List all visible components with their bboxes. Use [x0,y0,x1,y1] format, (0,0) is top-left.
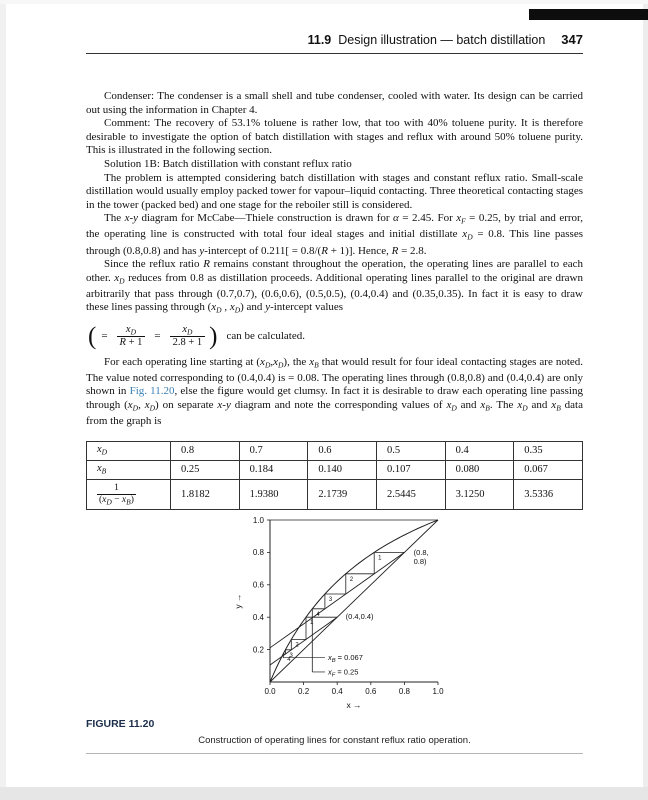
paragraphs-before [86,90,583,318]
y-tick-label: 0.4 [252,612,264,622]
text-segment: x [127,398,133,411]
table-cell: 0.107 [376,460,445,479]
fraction-numerator [114,483,119,494]
text-segment: x [102,494,107,505]
y-tick-label: 0.6 [252,580,264,590]
step-number: 4 [286,656,291,663]
page-edge-bottom [0,787,648,800]
text-segment: The [104,212,125,225]
fraction-label [97,483,136,507]
text-segment: D [451,403,457,413]
text-segment: x [517,398,523,411]
text-segment: and [527,398,552,411]
text-segment: reduces from 0.8 as distillation proceeds. Additional operating lines parallel to the original are drawn arbitrarily that pass through (0.7,0.7), (0.6,0.6), (0.5,0.5), (0.4,0.4) and (0.35,0.35). In fact it is easy to draw these lines passing through ( [86,271,583,314]
figure [86,512,583,712]
text-segment: x [462,228,468,241]
paragraph [86,172,583,213]
text-segment: , [138,398,145,411]
table-cell: 3.5336 [514,479,583,509]
text-segment: D [106,497,112,507]
page-content [86,0,583,754]
text-segment: x [456,212,462,225]
mccabe-thiele-chart [210,512,460,712]
table-body [87,441,583,509]
var-x: x [125,323,131,335]
text-segment: y [199,244,205,257]
figure-link[interactable]: Fig. 11.20 [129,385,175,398]
text-segment: R [391,244,399,257]
text-segment: + 1)]. Hence, [327,244,392,257]
text-segment: D [467,232,473,242]
text-segment: y [265,301,271,314]
text-segment: remains constant throughout the operation, the operating lines are parallel to each other. [86,258,583,284]
step-number: 3 [288,652,293,659]
text-segment: x [229,301,235,314]
row-label [87,441,171,460]
table-cell: 2.1739 [308,479,377,509]
equation-line [88,324,583,350]
operating-line [270,552,404,647]
annotation: (0.8, [413,547,429,557]
text-segment: x [446,398,452,411]
text-segment: B [485,403,490,413]
text-segment: x [260,355,265,368]
text-segment: D [278,360,284,370]
fraction-numerator [123,324,139,337]
text-segment: and [456,398,481,411]
table-row [87,441,583,460]
paragraph [86,212,583,258]
figure-caption-block [86,718,583,754]
x-tick-label: 0.6 [364,686,376,696]
step-number: 4 [315,611,320,618]
text-segment: D [149,403,156,413]
x-tick-label: 0.0 [263,686,276,696]
text-segment: x [309,355,315,368]
text-segment: B [556,403,561,413]
section-title: Design illustration — batch distillation [338,33,546,47]
text-segment: 1 [114,482,119,493]
text-segment: . The [489,398,518,411]
table-cell: 3.1250 [445,479,514,509]
text-segment: D [101,447,108,457]
text-segment: x [97,444,102,456]
x-tick-label: 0.4 [331,686,343,696]
paragraph [86,90,583,117]
step-number: 3 [328,596,332,603]
text-segment: = 2.45. For [398,212,457,225]
step-number: 2 [349,576,353,583]
text-segment: D [264,360,271,370]
table-cell: 0.4 [445,441,514,460]
chapter-corner-bar [529,9,648,20]
text-segment: , else the figure would get clumsy. In fact it is desirable to draw each operating line passing through ( [86,385,583,411]
text-segment: diagram and note the corresponding values of [230,398,447,411]
step-number: 1 [309,619,313,626]
fraction-denominator [117,336,146,350]
paragraph [86,158,583,172]
text-segment: data from the graph is [86,398,583,428]
text-segment: x [97,463,102,475]
fraction-xd-over-28 [170,324,206,350]
section-number: 11.9 [307,33,332,47]
text-segment: x-y [217,398,231,411]
sub-d: D [130,327,137,336]
paragraph [86,258,583,317]
table-cell: 0.35 [514,441,583,460]
table-cell: 0.8 [171,441,240,460]
text-segment: , [270,355,274,368]
text-segment: R [203,258,210,271]
text-segment: Solution 1B: Batch distillation with constant reflux ratio [104,157,352,170]
text-segment: ) [130,494,134,505]
text-segment: -intercept of 0.211[ = 0.8/( [204,244,322,257]
table-row [87,479,583,509]
page-header [86,0,583,54]
annotation: (0.4,0.4) [345,611,374,621]
table-cell: 0.067 [514,460,583,479]
text-segment: x [211,301,217,314]
paragraph [86,356,583,429]
x-tick-label: 0.2 [297,686,309,696]
figure-caption: Construction of operating lines for constant reflux ratio operation. [86,735,583,754]
text-segment: B [314,360,319,370]
figure-label: FIGURE 11.20 [86,717,155,730]
table-cell: 1.8182 [171,479,240,509]
text-segment: x [144,398,150,411]
den-rest: + 1 [125,337,143,349]
fraction-denominator [97,494,136,507]
text-segment: − [111,494,122,505]
text-segment: The problem is attempted considering batch distillation with stages and constant reflux ratio. Small-scale distillation would usually employ packed tower for vapour–liquid contacting. Three theoretical contacting stages in the tower (packed bed) and one stage for the reboiler still is considered. [86,171,583,211]
fraction-xd-over-r [117,324,146,350]
annotation: 0.8) [413,556,427,566]
text-segment: B [101,466,107,476]
row-label [87,479,171,509]
text-segment: D [216,305,222,315]
text-segment: that would result for four ideal contacting stages are noted. The value noted corresponding to (0.4,0.4) is = 0.08. The operating lines through (0.8,0.8) and (0.4,0.4) are only shown in [86,355,584,398]
page-edge-left [0,0,6,800]
sub-d: D [187,327,193,336]
y-tick-label: 0.8 [252,547,264,557]
x-axis-title: x → [345,699,362,710]
text-segment: , [221,301,230,314]
body-text [86,90,583,429]
y-axis-title: y → [232,593,243,609]
text-segment: ) on separate [155,398,218,411]
text-segment: R [321,244,328,257]
table-cell: 0.184 [239,460,308,479]
text-segment: D [119,276,125,286]
annotation: $x_B = 0.067$ [327,652,363,664]
text-segment: Condenser: The condenser is a small shell and tube condenser, cooled with water. Its design can be carried out using the information in Chapter 4. [86,90,583,116]
equals-sign-2: = [154,329,161,342]
table-cell: 2.5445 [376,479,445,509]
text-segment: x [551,398,557,411]
var-r: R [119,337,126,349]
text-segment: D [522,403,528,413]
fraction-numerator [179,324,195,337]
equation-tail: can be calculated. [226,329,305,342]
table-row [87,460,583,479]
var-x: x [182,323,187,335]
row-label [87,460,171,479]
text-segment: x [480,398,486,411]
equals-sign-1: = [101,329,108,342]
y-tick-label: 0.2 [252,645,264,655]
text-segment: x [121,494,127,505]
fraction-denominator: 2.8 + 1 [170,336,206,350]
text-segment: ), the [283,355,310,368]
table-cell: 0.25 [171,460,240,479]
x-tick-label: 0.8 [398,686,410,696]
text-segment: x [273,355,278,368]
text-segment: x [114,271,120,284]
page-edge-right [643,0,648,800]
annotation: $x_F = 0.25$ [327,667,358,679]
close-paren: ) [209,323,218,351]
xd-xb-table [86,441,583,510]
text-segment: = 0.8. This line passes through (0.8,0.8) and has [86,228,583,257]
table-cell: 0.5 [376,441,445,460]
text-segment: ) and [240,301,266,314]
paragraphs-after [86,356,583,429]
text-segment: For each operating line starting at ( [104,355,261,368]
text-segment: F [461,216,466,226]
text-segment: B [126,497,131,507]
text-segment: diagram for McCabe—Thiele construction is drawn for [138,212,394,225]
text-segment: Comment: The recovery of 53.1% toluene is rather low, that too with 40% toluene purity. It is therefore desirable to investigate the option of batch distillation with stages and reflux with around 50% toluene purity. This is illustrated in the following section. [86,117,583,157]
text-segment: = 0.25, by trial and error, the operating line is constructed with total four ideal stages and initial distillate [86,212,583,241]
table-cell: 0.7 [239,441,308,460]
x-tick-label: 1.0 [431,686,444,696]
step-number: 2 [294,642,299,649]
y-tick-label: 1.0 [252,515,264,525]
table-cell: 0.140 [308,460,377,479]
paragraph [86,117,583,158]
table-cell: 1.9380 [239,479,308,509]
open-paren: ( [88,323,97,351]
text-segment: -intercept values [270,301,344,314]
step-number: 1 [377,555,382,562]
text-segment: D [132,403,139,413]
page-number: 347 [561,32,583,47]
text-segment: Since the reflux ratio [104,258,204,271]
text-segment: α [393,212,399,225]
text-segment: D [234,305,241,315]
table-cell: 0.6 [308,441,377,460]
text-segment: = 2.8. [398,244,427,257]
table-cell: 0.080 [445,460,514,479]
text-segment: x-y [124,212,139,225]
text-segment: ( [99,494,103,505]
